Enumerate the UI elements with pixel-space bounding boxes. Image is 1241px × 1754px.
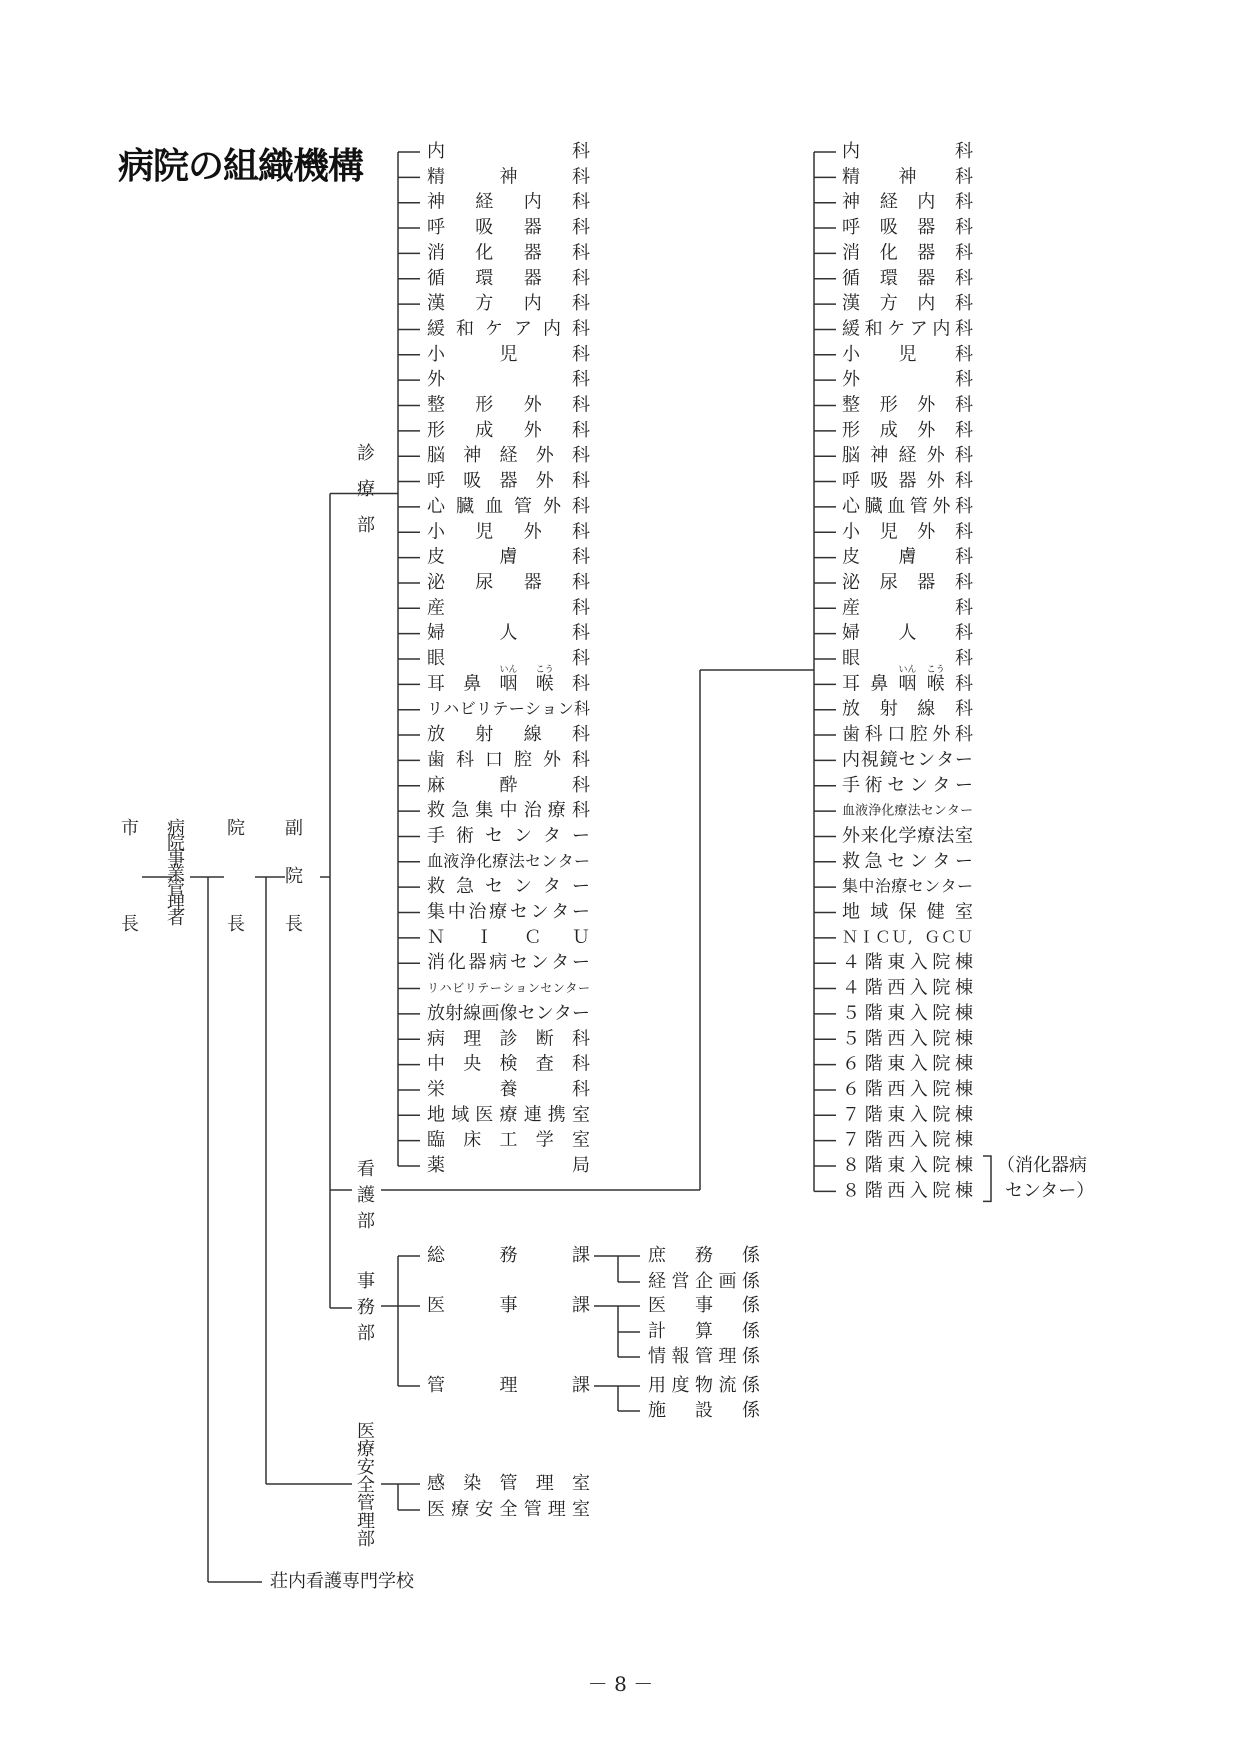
kango-item: ４階東入院棟 (842, 952, 973, 974)
iryo-anzen-label-char: 管 (357, 1493, 375, 1514)
shinryo-item: 栄養科 (427, 1078, 590, 1100)
kango-item: ５階西入院棟 (842, 1028, 973, 1050)
kango-label-char: 看 (357, 1159, 375, 1180)
kango-item: 泌尿器科 (842, 571, 973, 593)
kango-item: 形成外科 (842, 419, 973, 441)
kango-item: 救急センター (842, 850, 973, 872)
kango-item: ７階東入院棟 (842, 1104, 973, 1126)
shinryo-item: 救急センター (427, 876, 590, 898)
shinryo-label-char: 部 (357, 515, 375, 537)
kango-item: 整形外科 (842, 394, 973, 416)
kango-item: 放射線科 (842, 698, 973, 720)
manager-label-char: 理 (167, 893, 185, 914)
mayor-label: 市 (121, 818, 139, 839)
bracket-note-line2: センター） (1005, 1180, 1095, 1202)
bracket-note-line1: （消化器病 (997, 1155, 1087, 1176)
kango-item: 緩和ケア内科 (842, 318, 973, 340)
shinryo-item: 心臓血管外科 (427, 495, 590, 517)
kango-label-char: 部 (357, 1211, 375, 1232)
manager-label-char: 病 (167, 818, 185, 839)
shinryo-item: 泌尿器科 (427, 571, 590, 593)
kango-item: 産科 (842, 597, 973, 619)
shinryo-item: 呼吸器外科 (427, 470, 590, 492)
kango-label-char: 護 (357, 1185, 375, 1206)
kango-item: 神経内科 (842, 191, 973, 213)
manager-label-char: 管 (167, 878, 185, 899)
shinryo-item: 血液浄化療法センター (427, 851, 591, 871)
shinryo-item: 麻酔科 (427, 774, 590, 796)
jimu-sub-item: 経営企画係 (648, 1271, 760, 1292)
shinryo-item: リハビリテーションセンター (427, 981, 591, 996)
jimu-label-char: 務 (357, 1297, 375, 1318)
kango-item: 手術センター (842, 774, 973, 796)
shinryo-item: 薬局 (427, 1155, 590, 1176)
iryo-anzen-label-char: 安 (357, 1457, 375, 1478)
manager-label-char: 事 (167, 848, 185, 869)
shinryo-item: 耳鼻咽喉科 (427, 673, 590, 695)
jimu-section: 総務課 (427, 1245, 590, 1266)
manager-label-char: 業 (167, 863, 185, 884)
page-title: 病院の組織機構 (118, 146, 364, 187)
page-number: － 8 － (587, 1672, 654, 1696)
vice-director-label: 院 (285, 866, 303, 887)
kango-item: 内視鏡センター (842, 749, 973, 771)
anzen-item: 感染管理室 (427, 1473, 590, 1494)
jimu-sub-item: 用度物流係 (648, 1375, 760, 1396)
shinryo-item: リハビリテーション科 (427, 699, 591, 719)
shinryo-item: 緩和ケア内科 (427, 318, 590, 340)
iryo-anzen-label-char: 全 (357, 1475, 375, 1496)
kango-item: 心臓血管外科 (842, 495, 973, 517)
jimu-sub-item: 情報管理係 (648, 1346, 760, 1367)
kango-ruby-in: いん (898, 664, 917, 675)
manager-label-char: 院 (167, 833, 185, 854)
kango-item: 耳鼻咽喉科 (842, 673, 973, 695)
jimu-sub-item: 計算係 (648, 1321, 760, 1342)
shinryo-item: 神経内科 (427, 191, 590, 213)
shinryo-item: 消化器科 (427, 242, 590, 264)
kango-item: ７階西入院棟 (842, 1129, 973, 1151)
shinryo-ruby-in: いん (499, 664, 518, 675)
shinryo-item: 産科 (427, 597, 590, 619)
shinryo-item: 漢方内科 (427, 293, 590, 315)
kango-item: ６階東入院棟 (842, 1053, 973, 1075)
shinryo-item: 中央検査科 (427, 1053, 590, 1075)
manager-label-char: 者 (167, 908, 185, 929)
kango-item: 循環器科 (842, 267, 973, 289)
shinryo-item: 集中治療センター (427, 901, 590, 923)
kango-item: ８階西入院棟 (842, 1180, 973, 1202)
kango-item: 漢方内科 (842, 293, 973, 315)
kango-item: 小児外科 (842, 521, 973, 543)
kango-item: 小児科 (842, 343, 973, 365)
vice-director-label: 副 (285, 818, 303, 839)
shinryo-item: 病理診断科 (427, 1028, 590, 1050)
shinryo-item: 救急集中治療科 (427, 800, 590, 822)
shinryo-item: 内科 (427, 141, 590, 162)
kango-item: ５階東入院棟 (842, 1002, 973, 1024)
shinryo-item: 小児科 (427, 343, 590, 365)
shinryo-item: 呼吸器科 (427, 217, 590, 239)
kango-item: 外科 (842, 369, 973, 391)
iryo-anzen-label-char: 医 (357, 1421, 375, 1442)
kango-item: 呼吸器科 (842, 217, 973, 239)
shinryo-item: 循環器科 (427, 267, 590, 289)
jimu-sub-item: 施設係 (648, 1400, 760, 1421)
shinryo-item: 放射線画像センター (427, 1002, 590, 1024)
shinryo-item: 脳神経外科 (427, 445, 590, 467)
iryo-anzen-label-char: 療 (357, 1439, 375, 1460)
kango-item: 婦人科 (842, 622, 973, 644)
shinryo-item: 婦人科 (427, 622, 590, 644)
mayor-label: 長 (121, 914, 139, 935)
shinryo-item: 放射線科 (427, 724, 590, 746)
kango-item: 呼吸器外科 (842, 470, 973, 492)
kango-item: 内科 (842, 141, 973, 162)
shinryo-item: 皮膚科 (427, 546, 590, 568)
director-label: 院 (227, 818, 245, 839)
kango-item: 歯科口腔外科 (842, 724, 973, 746)
anzen-item: 医療安全管理室 (427, 1499, 590, 1520)
shinryo-item: 精神科 (427, 166, 590, 188)
shinryo-item: 眼科 (427, 648, 590, 669)
kango-item: 精神科 (842, 166, 973, 188)
kango-item: 消化器科 (842, 242, 973, 264)
jimu-label-char: 部 (357, 1323, 375, 1344)
kango-item: 地域保健室 (842, 901, 973, 923)
director-label: 長 (227, 914, 245, 935)
jimu-sub-item: 医事係 (648, 1295, 760, 1316)
kango-item: 皮膚科 (842, 546, 973, 568)
shinryo-item: 歯科口腔外科 (427, 749, 590, 771)
shinryo-item: 手術センター (427, 825, 590, 847)
kango-item: ８階東入院棟 (842, 1155, 973, 1176)
shinryo-item: 地域医療連携室 (427, 1104, 590, 1126)
kango-item: 集中治療センター (842, 876, 974, 896)
kango-item: ６階西入院棟 (842, 1078, 973, 1100)
jimu-label-char: 事 (357, 1271, 375, 1292)
kango-item: 外来化学療法室 (842, 825, 973, 847)
shinryo-ruby-kou: こう (535, 664, 554, 675)
shinryo-label-char: 療 (357, 479, 375, 501)
shinryo-item: 臨床工学室 (427, 1129, 590, 1151)
jimu-section: 医事課 (427, 1295, 590, 1316)
shinryo-item: ＮＩＣＵ (427, 926, 590, 948)
jimu-sub-item: 庶務係 (648, 1245, 760, 1266)
school-label: 荘内看護専門学校 (270, 1571, 414, 1592)
kango-item: 血液浄化療法センター (842, 803, 974, 819)
kango-item: ４階西入院棟 (842, 977, 973, 999)
shinryo-item: 小児外科 (427, 521, 590, 543)
jimu-section: 管理課 (427, 1375, 590, 1396)
shinryo-item: 外科 (427, 369, 590, 391)
shinryo-label-char: 診 (357, 443, 375, 465)
bracket-line (983, 1156, 991, 1201)
kango-ruby-kou: こう (926, 664, 945, 675)
shinryo-item: 整形外科 (427, 394, 590, 416)
iryo-anzen-label-char: 部 (357, 1529, 375, 1550)
shinryo-item: 形成外科 (427, 419, 590, 441)
kango-item: ＮＩＣＵ,ＧＣＵ (842, 927, 974, 947)
vice-director-label: 長 (285, 914, 303, 935)
kango-item: 脳神経外科 (842, 445, 973, 467)
iryo-anzen-label-char: 理 (357, 1511, 375, 1532)
shinryo-item: 消化器病センター (427, 952, 590, 974)
kango-item: 眼科 (842, 648, 973, 669)
